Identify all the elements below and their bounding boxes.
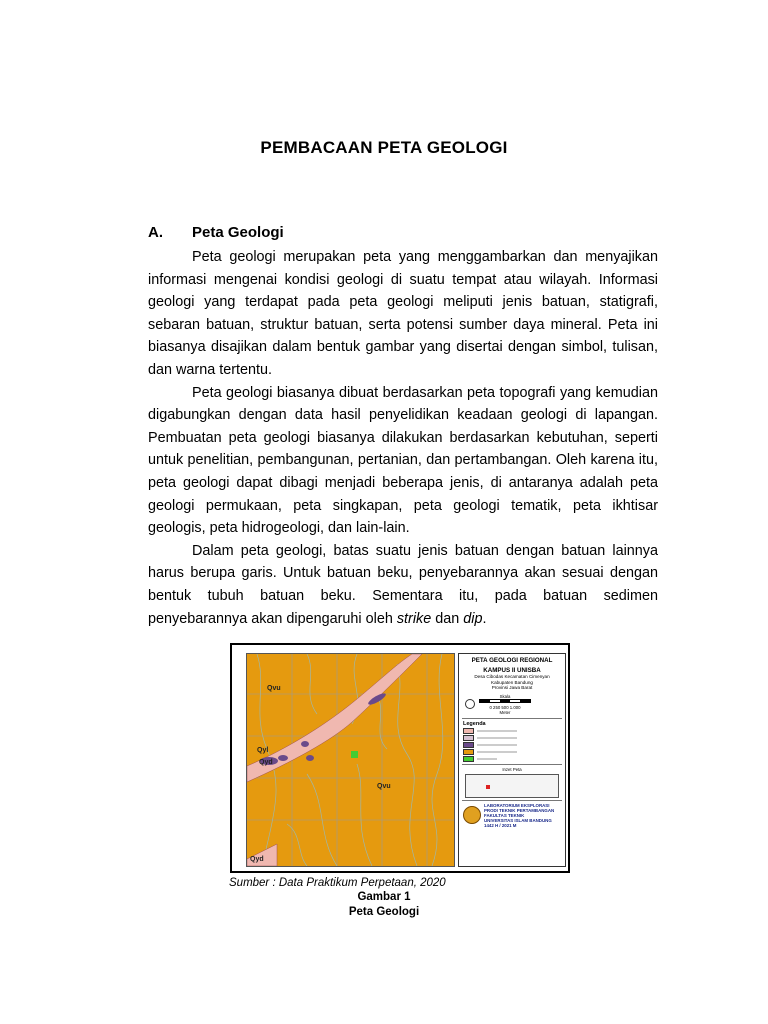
paragraph-3 [148,540,658,630]
scale-bar-icon [479,699,531,703]
divider [462,800,562,801]
paragraph-3-text: Dalam peta geologi, batas suatu jenis batuan dengan batuan lainnya harus berupa garis. Untuk batuan beku, penyebarannya akan sesuai dengan bentuk tubuh batuan beku. Sementara itu, pada batuan sedimen penyebarannya akan dipengaruhi oleh [148,542,658,627]
unisba-logo-icon [463,806,481,824]
label-qyl: Qyl [257,747,269,754]
label-qvu-right: Qvu [377,783,391,790]
legend-heading: Legenda [463,720,486,727]
section-title: Peta Geologi [192,224,284,241]
point-swatch [463,756,474,762]
lab-line-5: 1442 H / 2021 M [484,822,517,828]
legend-row [463,749,561,755]
paragraph-2: Peta geologi biasanya dibuat berdasarkan peta topografi yang kemudian digabungkan dengan data hasil penyelidikan keadaan geologi di lapangan. Pembuatan peta geologi biasanya dilakukan berdasarkan kebutuhan, seperti untuk penelitian, pembangunan, pertanian, dan pertambangan. Oleh karena itu, peta geologi dapat dibagi menjadi beberapa jenis, di antaranya adalah peta geologi permukaan, peta singkapan, peta geologi tematik, peta ikhtisar geologis, peta hidrogeologi, dan lain-lain. [148,384,658,537]
sample-point [351,751,358,758]
scale-label: Skala [499,693,511,699]
qyl-swatch [463,728,474,734]
divider [462,764,562,765]
legend-text-placeholder [477,730,517,732]
legend-row [463,728,561,734]
section-heading [148,224,284,241]
legend-row [463,742,561,748]
location-marker-icon [486,785,490,789]
legend-subtitle-1: Desa Cibodas Kecamatan Cimenyan [474,674,550,679]
legend-text-placeholder [477,744,517,746]
qvu-swatch [463,749,474,755]
map-legend-panel [458,653,566,867]
geology-map-figure [230,643,570,873]
inset-map [465,774,559,798]
label-qyd-mid: Qyd [259,759,273,766]
qyd-swatch [463,742,474,748]
geology-map [246,653,455,867]
legend-text-placeholder [477,751,517,753]
north-arrow-icon [465,699,475,709]
label-qvu-top: Qvu [267,685,281,692]
scale-unit: Meter [499,709,511,715]
lab-line-4: UNIVERSITAS ISLAM BANDUNG [484,817,552,823]
label-qyd-bottom: Qyd [250,856,264,863]
paragraph-3-end: . [482,610,487,627]
paragraph-3-conj: dan [431,610,464,627]
scale-ticks: 0 250 500 1.000 [489,704,521,710]
section-number: A. [148,224,163,241]
figure-source: Sumber : Data Praktikum Perpetaan, 2020 [229,877,446,889]
inset-heading: Inzet Peta [502,766,522,772]
legend-title-2: KAMPUS II UNISBA [483,667,541,674]
paragraph-1: Peta geologi merupakan peta yang menggambarkan dan menyajikan informasi mengenai kondisi geologi di suatu tempat atau wilayah. Informasi geologi yang terdapat pada peta geologi meliputi jenis batuan, statigrafi, sebaran batuan, struktur batuan, serta potensi sumber daya mineral. Peta ini biasanya disajikan dalam bentuk gambar yang disertai dengan simbol, tulisan, dan warna tertentu. [148,249,658,378]
body-text [148,246,658,630]
legend-title-1: PETA GEOLOGI REGIONAL [471,657,553,664]
legend-subtitle-3: Provinsi Jawa Barat [491,685,533,690]
lab-line-2: PRODI TEKNIK PERTAMBANGAN [484,807,555,813]
legend-text-placeholder [477,737,517,739]
qyd-light-swatch [463,735,474,741]
figure-number: Gambar 1 [357,891,411,903]
legend-subtitle-2: Kabupaten Bandung [491,679,533,685]
page-title: PEMBACAAN PETA GEOLOGI [260,138,508,157]
legend-text-placeholder [477,758,497,760]
lab-block [463,803,561,828]
legend-row [463,756,561,762]
scale-block [465,694,559,715]
geology-map-svg [247,654,454,866]
qyd-body [306,755,314,761]
strike-term: strike [396,610,432,627]
dip-term: dip [463,610,483,627]
qyd-body [278,755,288,761]
figure-title: Peta Geologi [348,906,420,918]
lab-line-1: LABORATORIUM EKSPLORASI [484,802,550,808]
legend-row [463,735,561,741]
divider [462,718,562,719]
lab-line-3: FAKULTAS TEKNIK [484,812,525,818]
qyd-body [301,741,309,747]
